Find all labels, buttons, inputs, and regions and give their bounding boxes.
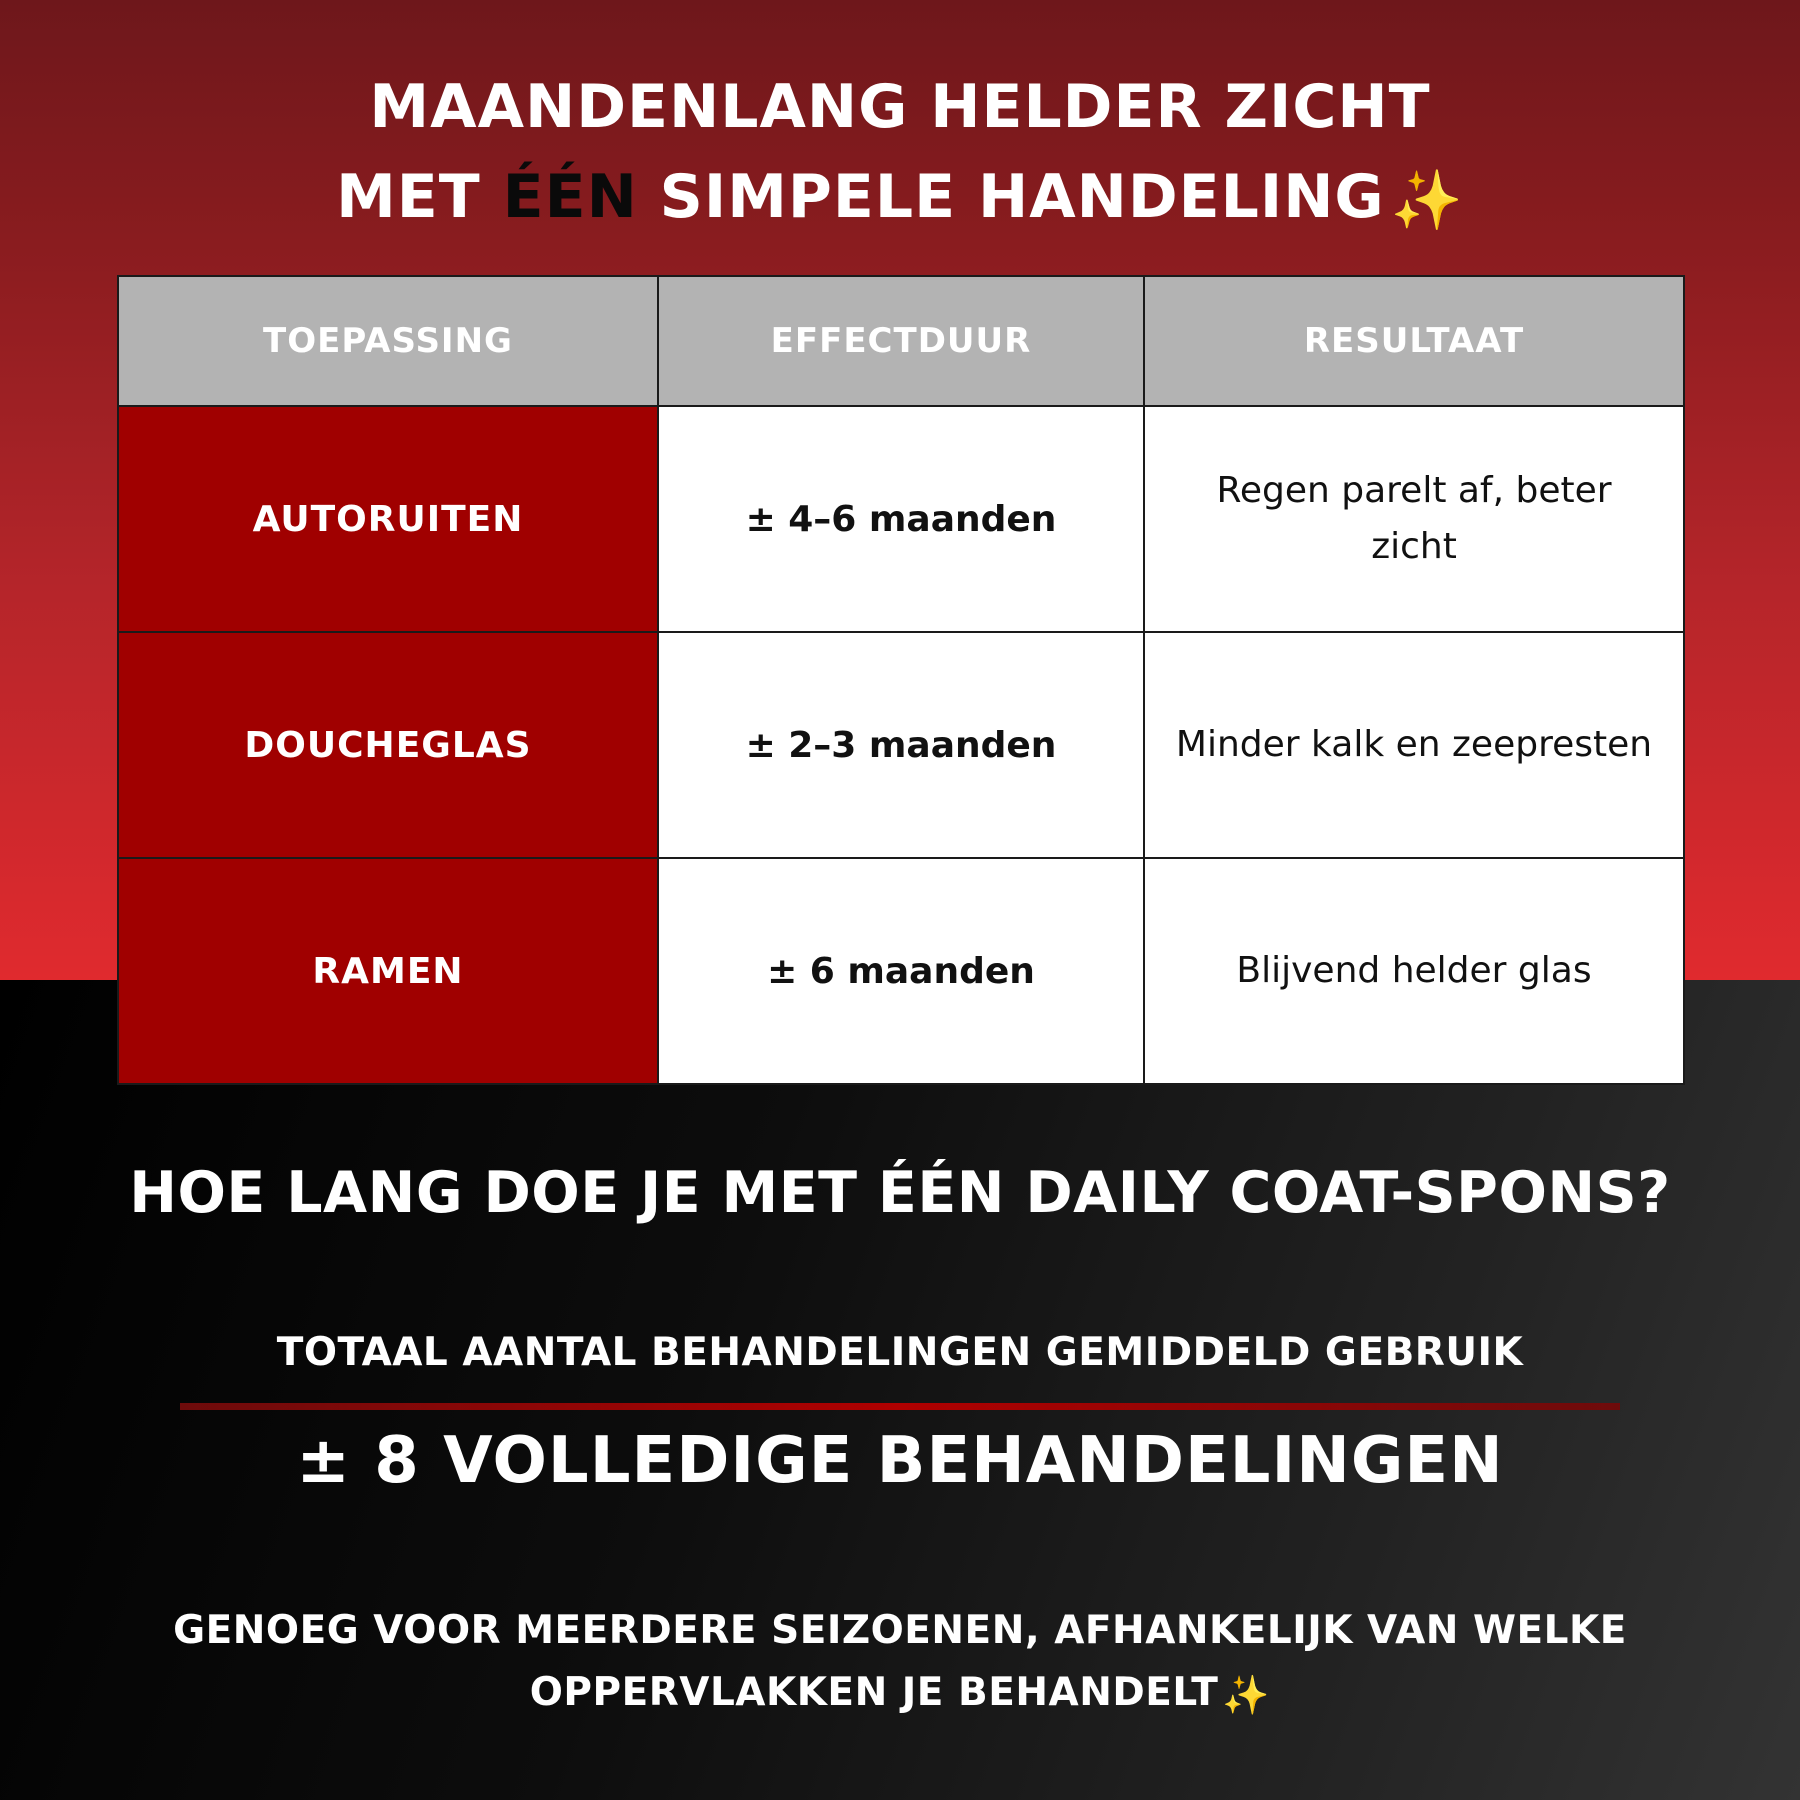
table-row	[118, 406, 1684, 632]
table-row	[118, 858, 1684, 1084]
table-header-row	[118, 276, 1684, 406]
resultaat-cell: Blijvend helder glas	[1144, 858, 1684, 1084]
footer-note	[0, 1600, 1800, 1726]
column-header-toepassing: TOEPASSING	[118, 276, 658, 406]
resultaat-cell: Regen parelt af, beter zicht	[1144, 406, 1684, 632]
title-line-2-post: SIMPELE HANDELING	[637, 162, 1385, 232]
table-row	[118, 632, 1684, 858]
column-header-effectduur: EFFECTDUUR	[658, 276, 1144, 406]
sparkle-icon: ✨	[1390, 166, 1464, 235]
divider-line	[180, 1403, 1620, 1410]
sparkle-icon: ✨	[1222, 1672, 1271, 1717]
summary-value: ± 8 VOLLEDIGE BEHANDELINGEN	[296, 1424, 1504, 1498]
toepassing-cell: DOUCHEGLAS	[118, 632, 658, 858]
page-title	[0, 62, 1800, 245]
toepassing-cell: RAMEN	[118, 858, 658, 1084]
footer-line-1: GENOEG VOOR MEERDERE SEIZOENEN, AFHANKELIJK VAN WELKE	[173, 1608, 1627, 1653]
question-heading: HOE LANG DOE JE MET ÉÉN DAILY COAT-SPONS?	[129, 1160, 1671, 1226]
footer-line-2	[0, 1662, 1800, 1726]
title-line-2	[0, 152, 1800, 245]
comparison-table	[117, 275, 1685, 1085]
footer-line-2-text: OPPERVLAKKEN JE BEHANDELT	[529, 1670, 1219, 1715]
toepassing-cell: AUTORUITEN	[118, 406, 658, 632]
resultaat-cell: Minder kalk en zeepresten	[1144, 632, 1684, 858]
title-line-1: MAANDENLANG HELDER ZICHT	[369, 72, 1431, 142]
effectduur-cell: ± 6 maanden	[658, 858, 1144, 1084]
title-line-2-pre: MET	[336, 162, 503, 232]
effectduur-cell: ± 4–6 maanden	[658, 406, 1144, 632]
title-highlight: ÉÉN	[502, 162, 638, 232]
effectduur-cell: ± 2–3 maanden	[658, 632, 1144, 858]
column-header-resultaat: RESULTAAT	[1144, 276, 1684, 406]
summary-label: TOTAAL AANTAL BEHANDELINGEN GEMIDDELD GEBRUIK	[276, 1330, 1524, 1375]
